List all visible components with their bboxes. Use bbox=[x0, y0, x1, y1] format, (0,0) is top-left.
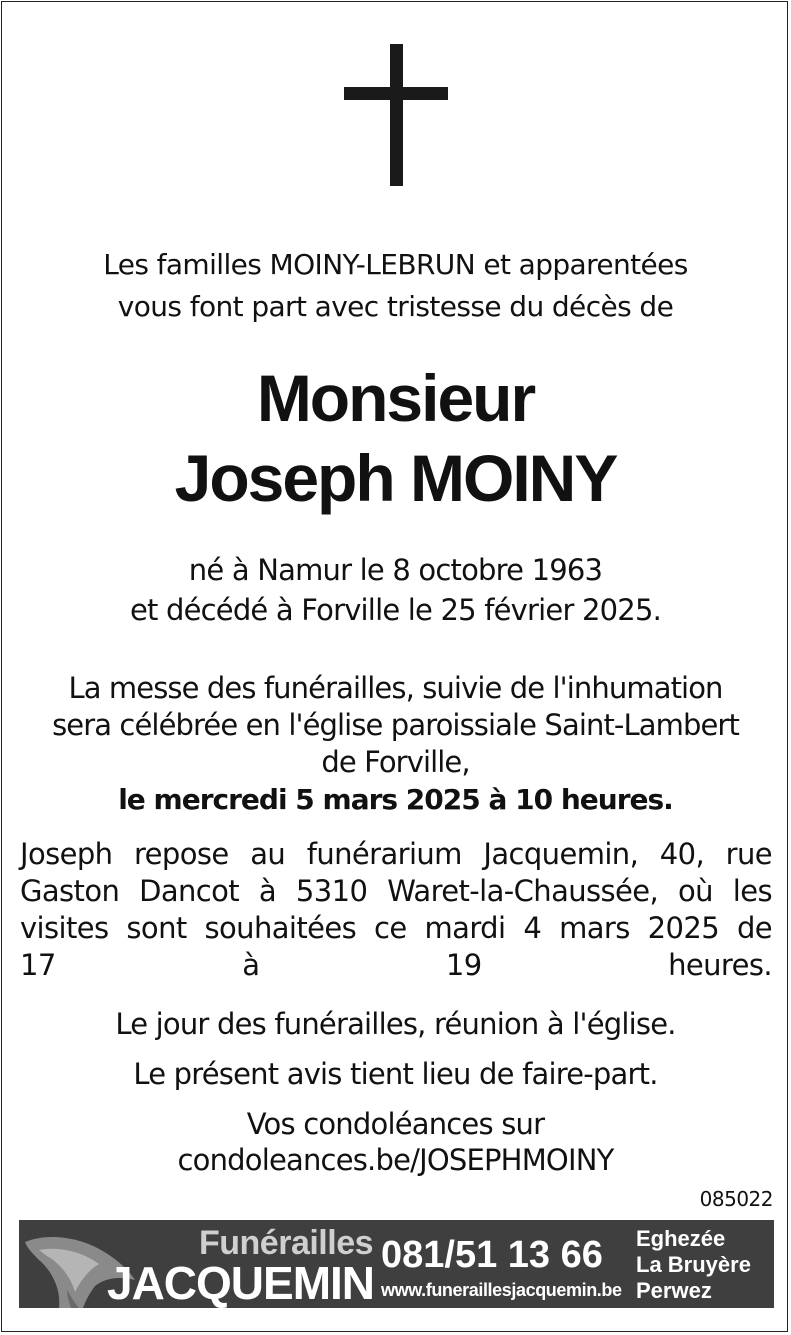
mass-line-2: sera célébrée en l'église paroissiale Saint-Lambert bbox=[52, 708, 739, 742]
condolences-label: Vos condoléances sur bbox=[246, 1107, 545, 1141]
deceased-title: Monsieur bbox=[256, 361, 535, 435]
town-la-bruyere: La Bruyère bbox=[636, 1252, 751, 1277]
condolences-url: condoleances.be/JOSEPHMOINY bbox=[177, 1143, 614, 1177]
reference-number: 085022 bbox=[699, 1187, 773, 1211]
life-dates bbox=[0, 550, 791, 630]
birth-line: né à Namur le 8 octobre 1963 bbox=[188, 553, 603, 587]
town-eghezee: Eghezée bbox=[636, 1226, 726, 1251]
funeral-home-banner bbox=[19, 1220, 774, 1308]
intro-text bbox=[0, 244, 791, 328]
repose-paragraph: Joseph repose au funérarium Jacquemin, 40, rue Gaston Dancot à 5310 Waret-la-Chaussée, où les visites sont souhaitées ce mardi 4 mars 2025 de 17 à 19 heures. bbox=[20, 837, 772, 982]
mass-line-1: La messe des funérailles, suivie de l'inhumation bbox=[68, 671, 723, 705]
banner-website: www.funeraillesjacquemin.be bbox=[381, 1280, 622, 1300]
banner-phone: 081/51 13 66 bbox=[381, 1234, 603, 1276]
town-perwez: Perwez bbox=[636, 1278, 712, 1303]
banner-jacquemin: JACQUEMIN bbox=[107, 1257, 375, 1308]
banner-funerailles: Funérailles bbox=[199, 1224, 374, 1262]
meeting-line: Le jour des funérailles, réunion à l'église. bbox=[115, 1007, 676, 1041]
mass-date: le mercredi 5 mars 2025 à 10 heures. bbox=[118, 783, 673, 816]
cross-icon bbox=[344, 44, 448, 186]
deceased-name: Joseph MOINY bbox=[174, 441, 617, 515]
intro-line-2: vous font part avec tristesse du décès de bbox=[117, 290, 674, 323]
deceased-name-block bbox=[0, 358, 791, 518]
funeral-mass-info bbox=[0, 670, 791, 818]
mass-line-3: de Forville, bbox=[321, 745, 470, 779]
death-line: et décédé à Forville le 25 février 2025. bbox=[129, 593, 662, 627]
intro-line-1: Les familles MOINY-LEBRUN et apparentées bbox=[103, 248, 688, 281]
faire-part-line: Le présent avis tient lieu de faire-part. bbox=[133, 1057, 658, 1091]
banner-towns bbox=[636, 1226, 751, 1304]
closing-text bbox=[0, 1006, 791, 1178]
